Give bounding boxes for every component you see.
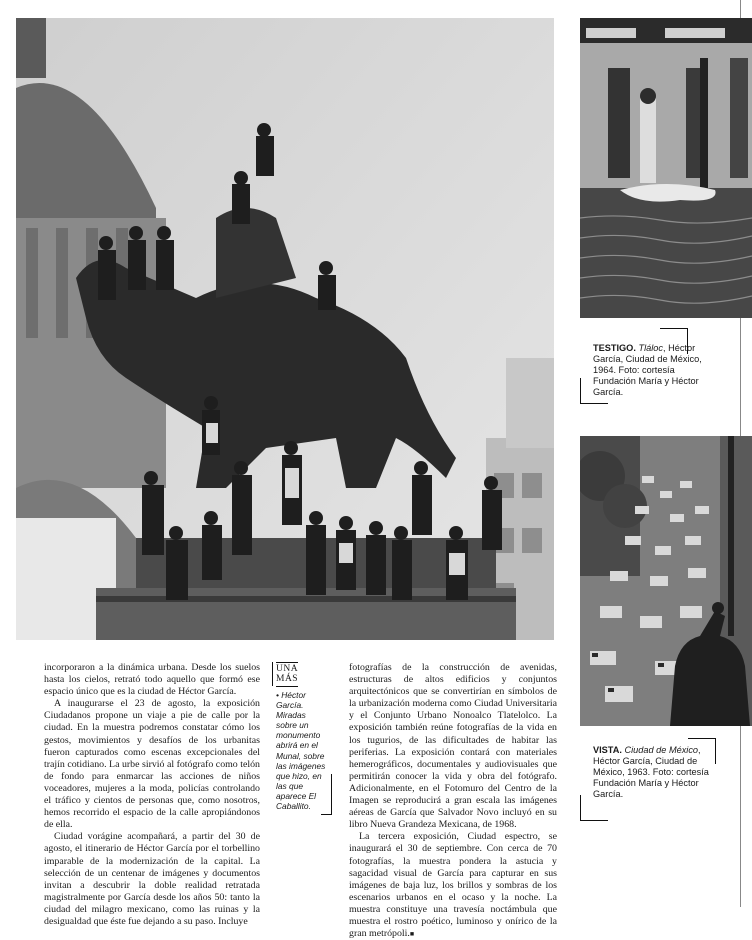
- page-edge-rule: [740, 0, 741, 18]
- caption-bracket-bottom: [580, 403, 608, 404]
- sidebar-bracket: [321, 774, 332, 815]
- una-mas-note: • Héctor García. Miradas sobre un monumento abrirá en el Munal, sobre las imágenes que hizo, en las que aparece El Caballito.: [276, 690, 326, 812]
- una-mas-heading-line1: UNA: [276, 664, 299, 674]
- caption-vista: [593, 745, 718, 800]
- main-photo-statue: [16, 18, 554, 640]
- paragraph: [349, 831, 557, 940]
- paragraph: incorporaron a la dinámica urbana. Desde los suelos hasta los cielos, retrató todo aquello que formó ese espacio único que es la ciudad de Héctor García.: [44, 662, 260, 698]
- caption-bracket-bottom-v: [580, 378, 581, 404]
- sidebar-rule: [272, 662, 273, 686]
- caption-title: Tláloc: [638, 343, 663, 353]
- end-mark-icon: ■: [409, 930, 415, 939]
- una-mas-heading: [276, 662, 298, 687]
- caption-bracket-bottom: [580, 820, 608, 821]
- caption-text: , Héctor García, Ciudad de México, 1964. Foto: cortesía Fundación María y Héctor García.: [593, 343, 702, 398]
- una-mas-heading-line2: MÁS: [276, 673, 299, 684]
- paragraph: A inaugurarse el 23 de agosto, la exposición Ciudadanos propone un viaje a pie de calle por la ciudad. En la muestra podremos constatar cómo los gestos, movimientos y desafíos de los urbanitas fueron capturados como escenas excepcionales del trajín cotidiano. La urbe sirvió al fotógrafo como telón de fondo para enmarcar las acciones de niños voceadores, mujeres a la moda, policías controlando el tráfico y cientos de personas que, como nosotros, hemos recorrido el espacio de la calle apropiándonos de ella.: [44, 698, 260, 831]
- caption-text: , Héctor García, Ciudad de México, 1963. Foto: cortesía Fundación María y Héctor García.: [593, 745, 709, 800]
- paragraph-text: La tercera exposición, Ciudad espectro, se inaugurará el 30 de septiembre. Con cerca de 70 fotografías, la muestra pondera la astucia y sagacidad visual de García para capturar en sus imágenes de baja luz, los brillos y sombras de los escenarios urbanos en el ocaso y la noche. La muestra constituye una travesía noctámbula que muestra el rostro poético, luminoso y onírico de la gran metrópoli.: [349, 831, 557, 940]
- caption-bracket-top: [660, 328, 688, 329]
- caption-bracket-bottom-v: [580, 795, 581, 821]
- caption-testigo: [593, 343, 703, 398]
- article-column-1: [44, 662, 260, 928]
- caption-label: TESTIGO.: [593, 343, 636, 353]
- article-column-2: [349, 662, 557, 940]
- paragraph: Ciudad vorágine acompañará, a partir del 30 de agosto, el itinerario de Héctor García por el torbellino imparable de la modernización de la capital. La selección de un centenar de imágenes y documentos invitan a descubrir la doble realidad retratada magistralmente por García desde los años 50: tanto la ciudad del milagro mexicano, como las ruinas y la desigualdad que éste fue dejando a su paso. Incluye: [44, 831, 260, 927]
- caption-bracket-top: [688, 738, 716, 739]
- page-edge-rule: [740, 726, 741, 907]
- paragraph: fotografías de la construcción de avenidas, estructuras de altos edificios y conjuntos arquitectónicos que se convertirían en símbolos de la urbanización moderna como Ciudad Universitaria y el Conjunto Urbano Nonoalco Tlatelolco. La exposición también reúne fotografías de la vida en los tugurios, de las dificultades de habitar las periferias. La exposición contará con materiales hemerográficos, documentales y audiovisuales que permitirán conocer la vida y obra del fotógrafo. Adicionalmente, en el Fotomuro del Centro de la Imagen se reproducirá a gran escala las imágenes aéreas de García que Salvador Novo incluyó en su libro Nueva Grandeza Mexicana, de 1968.: [349, 662, 557, 831]
- caption-label: VISTA.: [593, 745, 622, 755]
- photo-city-traffic: [580, 436, 752, 726]
- photo-tlaloc-flood: [580, 18, 752, 318]
- caption-title: Ciudad de México: [624, 745, 699, 755]
- page-edge-rule: [740, 318, 741, 436]
- una-mas-sidebar: [276, 662, 326, 811]
